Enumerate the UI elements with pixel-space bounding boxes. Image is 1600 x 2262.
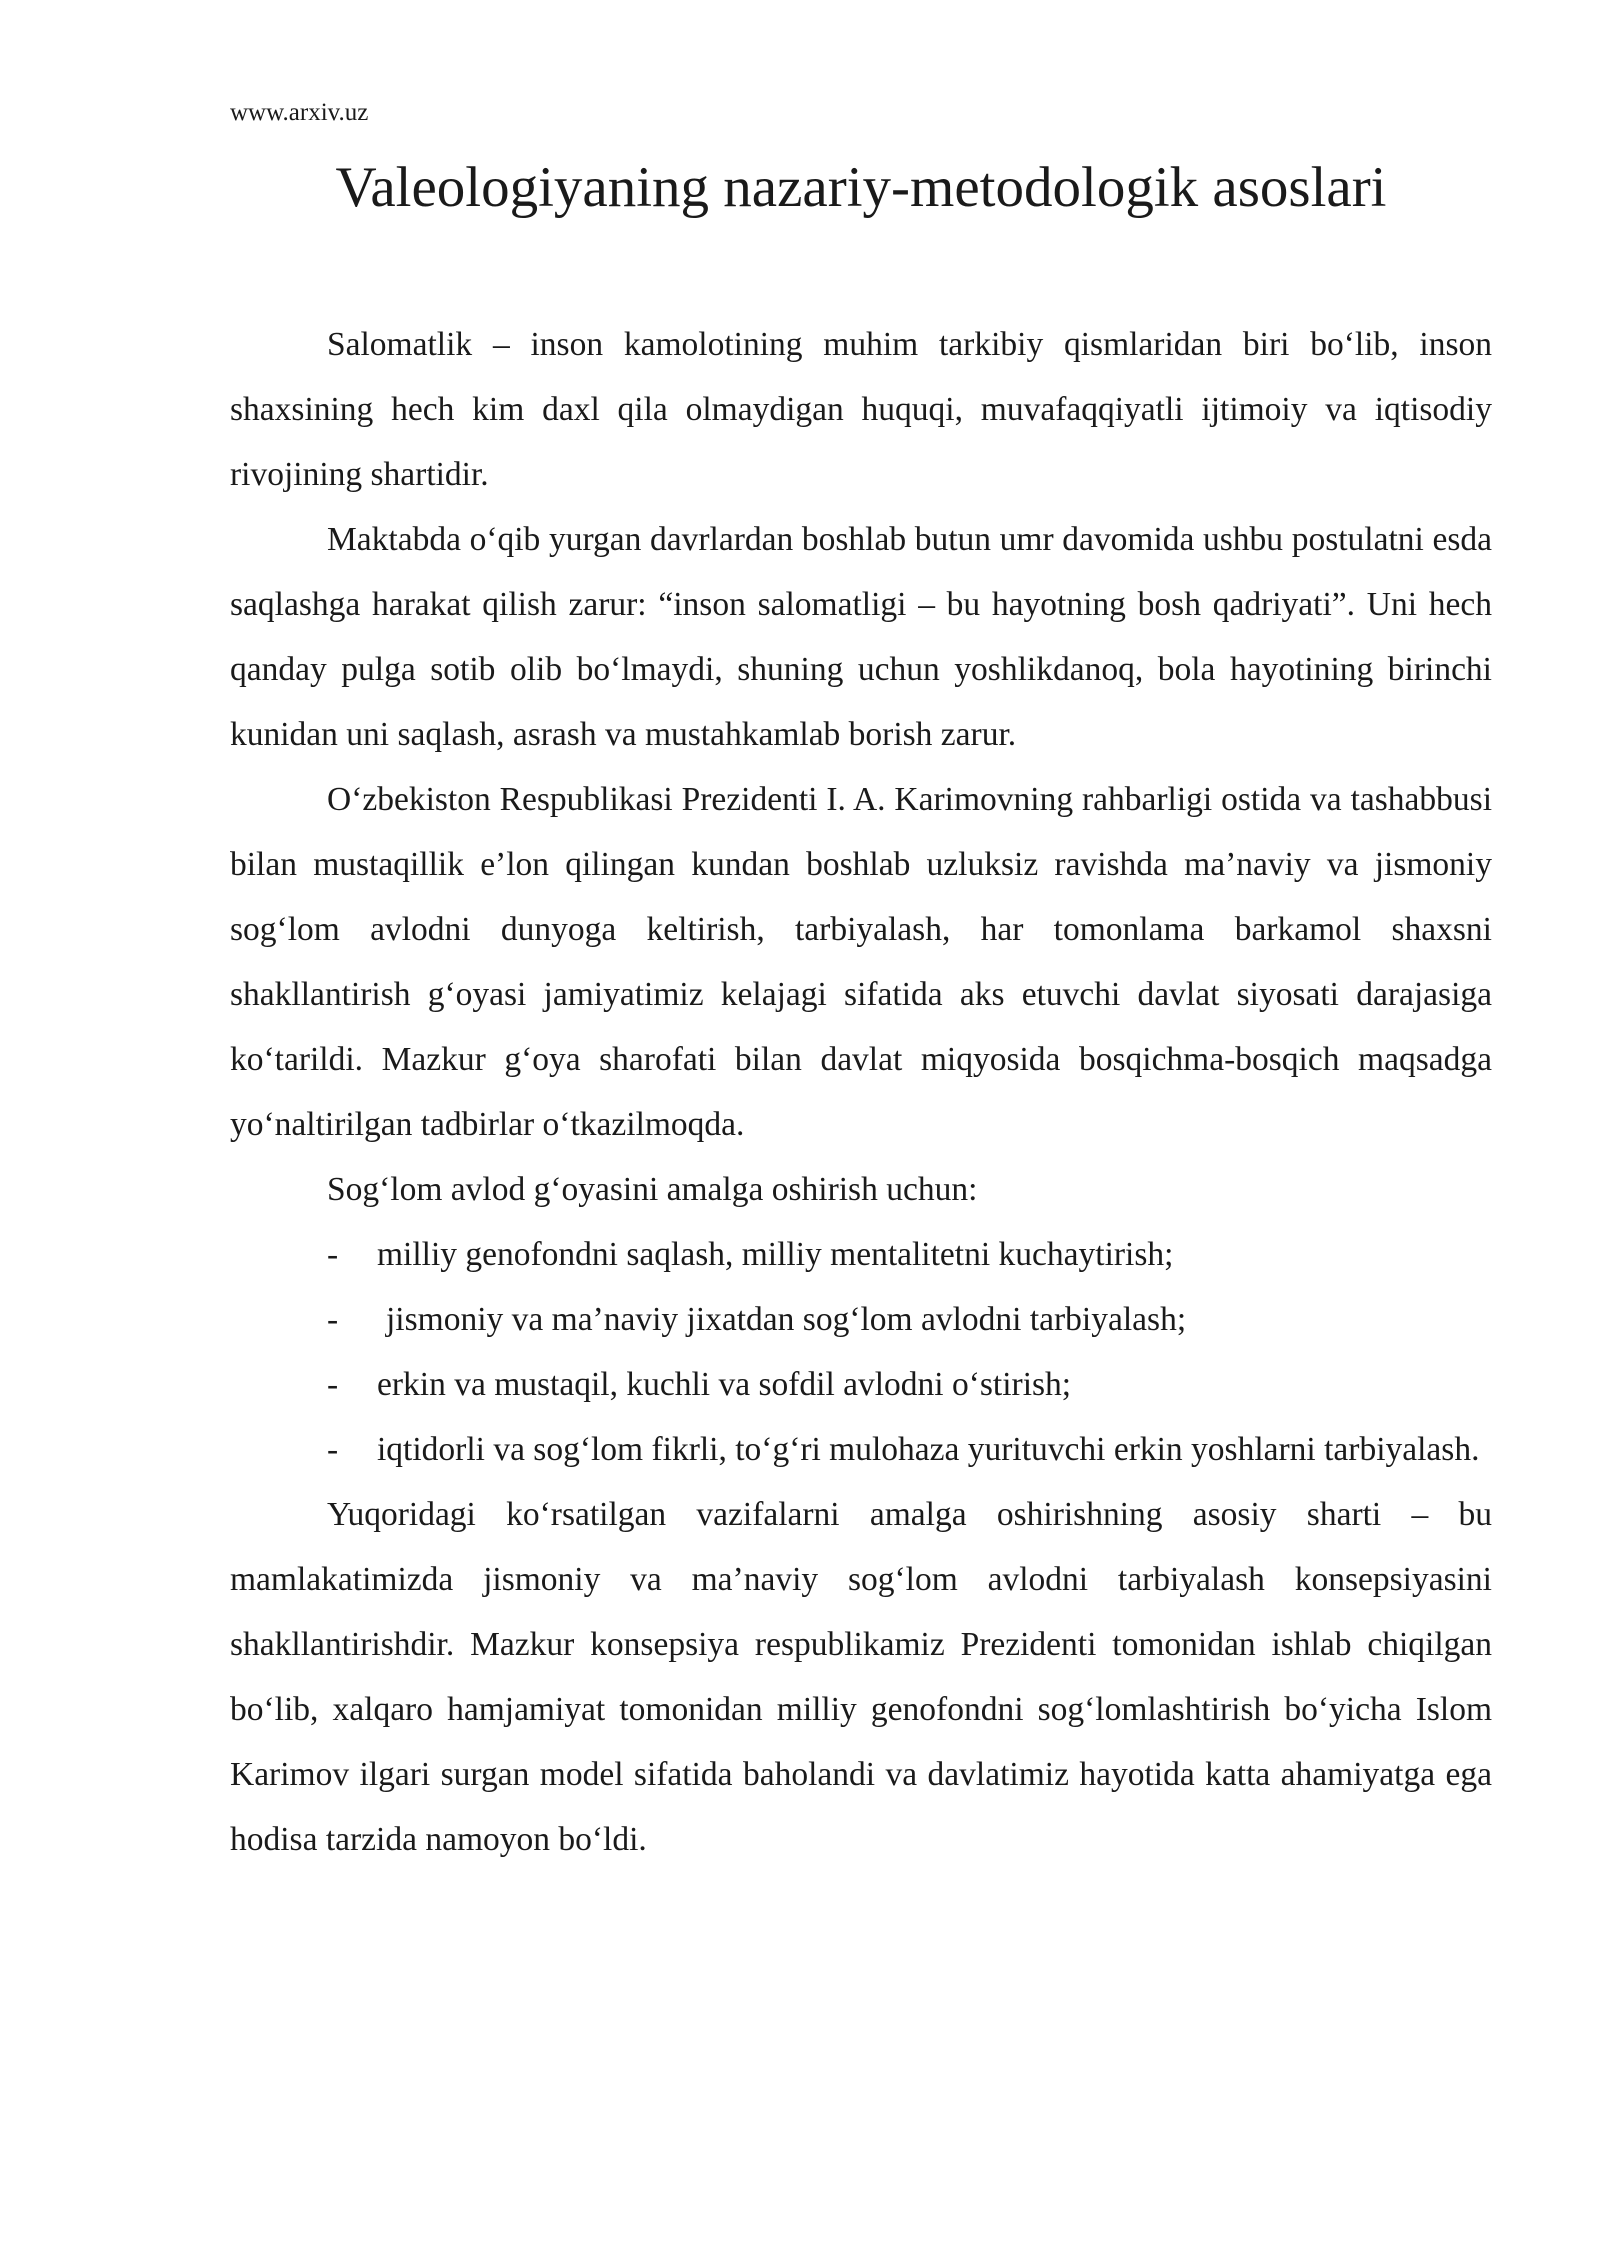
list-dash: -: [327, 1366, 339, 1403]
list-item-text: jismoniy va ma’naviy jixatdan sog‘lom avlodni tarbiyalash;: [386, 1301, 1187, 1338]
list-item-text: milliy genofondni saqlash, milliy mentalitetni kuchaytirish;: [377, 1236, 1174, 1273]
paragraph-state-policy: O‘zbekiston Respublikasi Prezidenti I. A. Karimovning rahbarligi ostida va tashabbusi bilan mustaqillik e’lon qilingan kundan boshlab uzluksiz ravishda ma’naviy va jismoniy sog‘lom avlodni dunyoga keltirish, tarbiyalash, har tomonlama barkamol shaxsni shakllantirish g‘oyasi jamiyatimiz kelajagi sifatida aks etuvchi davlat siyosati darajasiga ko‘tarildi. Mazkur g‘oya sharofati bilan davlat miqyosida bosqichma-bosqich maqsadga yo‘naltirilgan tadbirlar o‘tkazilmoqda.: [230, 781, 1492, 1143]
list-item: [230, 1287, 1492, 1352]
paragraph-health-definition: Salomatlik – inson kamolotining muhim tarkibiy qismlaridan biri bo‘lib, inson shaxsining hech kim daxl qila olmaydigan huquqi, muvafaqqiyatli ijtimoiy va iqtisodiy rivojining shartidir.: [230, 326, 1492, 493]
list-item: [230, 1417, 1492, 1482]
document-body: [230, 312, 1492, 1872]
list-intro: Sog‘lom avlod g‘oyasini amalga oshirish uchun:: [327, 1171, 978, 1208]
list-item: [230, 1222, 1492, 1287]
paragraph-concept: Yuqoridagi ko‘rsatilgan vazifalarni amalga oshirishning asosiy sharti – bu mamlakatimizda jismoniy va ma’naviy sog‘lom avlodni tarbiyalash konsepsiyasini shakllantirishdir. Mazkur konsepsiya respublikamiz Prezidenti tomonidan ishlab chiqilgan bo‘lib, xalqaro hamjamiyat tomonidan milliy genofondni sog‘lomlashtirish bo‘yicha Islom Karimov ilgari surgan model sifatida baholandi va davlatimiz hayotida katta ahamiyatga ega hodisa tarzida namoyon bo‘ldi.: [230, 1496, 1492, 1858]
list-item-text: iqtidorli va sog‘lom fikrli, to‘g‘ri mulohaza yurituvchi erkin yoshlarni tarbiyalash.: [377, 1431, 1480, 1468]
list-dash: -: [327, 1236, 339, 1273]
document-title: Valeologiyaning nazariy-metodologik asoslari: [335, 156, 1387, 219]
list-item: [230, 1352, 1492, 1417]
list-dash: -: [327, 1301, 339, 1338]
paragraph-school-postulate: Maktabda o‘qib yurgan davrlardan boshlab butun umr davomida ushbu postulatni esda saqlashga harakat qilish zarur: “inson salomatligi – bu hayotning bosh qadriyati”. Uni hech qanday pulga sotib olib bo‘lmaydi, shuning uchun yoshlikdanoq, bola hayotining birinchi kunidan uni saqlash, asrash va mustahkamlab borish zarur.: [230, 521, 1492, 753]
list-dash: -: [327, 1431, 339, 1468]
list-item-text: erkin va mustaqil, kuchli va sofdil avlodni o‘stirish;: [377, 1366, 1072, 1403]
site-url: www.arxiv.uz: [230, 99, 369, 126]
